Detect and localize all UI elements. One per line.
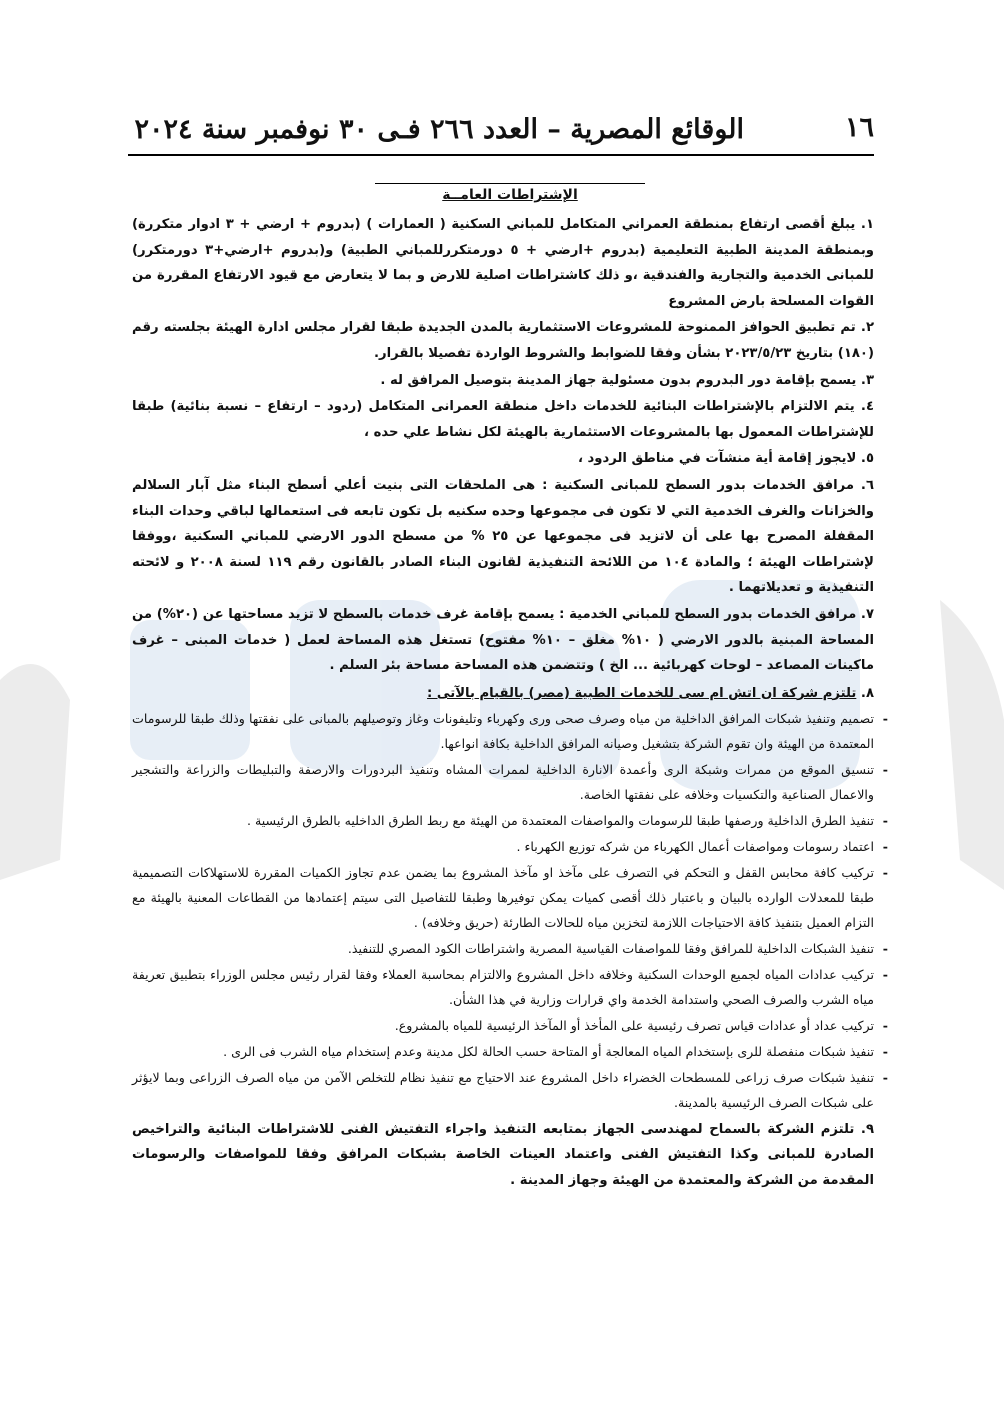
dash-icon: - (882, 966, 888, 982)
dash-icon: - (882, 761, 888, 777)
dash-icon: - (882, 710, 888, 726)
list-item: - تركيب كافة محابس القفل و التحكم في التصرف على مآخذ او مآخذ المشروع بما يضمن عدم تجاوز الكميات المقررة للاستهلاكات التصميمية طبقا للمعدلات الوارده بالبيان و باعتبار ذلك أقصى كميات يمكن توفيرها وطبقا للتفاصيل التى سيتم إعتمادها من القطاعات المعنية بالهيئة مع التزام العميل بتنفيذ كافة الاحتياجات اللازمة لتخزين مياه للحالات الطارئة (حريق وخلافه) . (132, 860, 874, 935)
document-body (132, 212, 888, 1194)
dash-icon: - (882, 1069, 888, 1085)
list-item: - تركيب عدادات المياه لجميع الوحدات السكنية وخلافه داخل المشروع والالتزام بمحاسبة العملاء وفقا لقرار رئيس مجلس الوزراء بتطبيق تعريفة مياه الشرب والصرف الصحي واستدامة الخدمة واي قرارات وزارية في هذا الشأن. (132, 962, 874, 1012)
dash-icon: - (882, 940, 888, 956)
list-item: - تنفيذ الطرق الداخلية ورصفها طبقا للرسومات والمواصفات المعتمدة من الهيئة مع ربط الطرق الداخليه بالطرق الرئيسية . (132, 808, 874, 833)
clause-8-heading (132, 681, 874, 706)
dash-icon: - (882, 1043, 888, 1059)
dash-icon: - (882, 812, 888, 828)
clause-2: ٢. تم تطبيق الحوافز الممنوحة للمشروعات الاستثمارية بالمدن الجديدة طبقا لقرار مجلس ادارة الهيئة بجلسته رقم (١٨٠) بتاريخ ٢٠٢٣/٥/٢٣ بشأن وفقا للضوابط والشروط الواردة تفصيلا بالقرار. (132, 320, 874, 361)
list-item: - تركيب عداد أو عدادات قياس تصرف رئيسية على المأخذ أو المآخذ الرئيسية للمياه بالمشروع. (132, 1013, 874, 1038)
clause-8-title: تلتزم شركة ان اتش ام سى للخدمات الطبية (مصر) بالقيام بالآتى : (427, 685, 857, 701)
clause-4: ٤. يتم الالتزام بالإشتراطات البنائية للخدمات داخل منطقة العمرانى المتكامل (ردود – ارتفاع – نسبة بنائية) طبقا للإشتراطات المعمول بها بالمشروعات الاستثمارية بالهيئة لكل نشاط علي حده ، (132, 399, 874, 440)
dash-icon: - (882, 864, 888, 880)
list-item: - تنفيذ شبكات صرف زراعى للمسطحات الخضراء داخل المشروع عند الاحتياج مع تنفيذ نظام للتخلص الآمن من مياه الصرف الزراعى وبما لايؤثر على شبكات الصرف الرئيسية بالمدينة. (132, 1065, 874, 1115)
clause-9: ٩. تلتزم الشركة بالسماح لمهندسى الجهاز بمتابعه التنفيذ واجراء التفتيش الفنى للاشتراطات البنائية والتراخيص الصادرة للمبانى وكذا التفتيش الفنى واعتماد العينات الخاصة بشبكات المرافق وفقا للمواصفات والرسومات المقدمة من الشركة والمعتمدة من الهيئة وجهاز المدينة . (132, 1121, 874, 1188)
clause-8-number: ٨. (860, 685, 874, 701)
list-item: - اعتماد رسومات ومواصفات أعمال الكهرباء من شركه توزيع الكهرباء . (132, 834, 874, 859)
page-header (128, 112, 874, 156)
clause-5: ٥. لايجوز إقامة أية منشآت في مناطق الردود ، (577, 451, 874, 467)
gazette-title: الوقائع المصرية – العدد ٢٦٦ فـى ٣٠ نوفمبر سنة ٢٠٢٤ (134, 114, 744, 145)
section-title: الإشتراطات العامــة (442, 187, 578, 203)
page-number: ١٦ (844, 112, 874, 143)
list-item: - تنفيذ شبكات منفصلة للرى بإستخدام المياه المعالجة أو المتاحة حسب الحالة لكل مدينة وعدم إستخدام مياه الشرب فى الرى . (132, 1039, 874, 1064)
list-item: - تنسيق الموقع من ممرات وشبكة الرى وأعمدة الانارة الداخلية لممرات المشاه وتنفيذ البردورات والارصفة والتبليطات والزراعة والتشجير والاعمال الصناعية والتكسيات وخلافه على نفقتها الخاصة. (132, 757, 874, 807)
section-rule (375, 183, 645, 184)
clause-3: ٣. يسمح بإقامة دور البدروم بدون مسئولية جهاز المدينة بتوصيل المرافق له . (380, 372, 874, 388)
dash-icon: - (882, 838, 888, 854)
clause-6: ٦. مرافق الخدمات بدور السطح للمبانى السكنية : هى الملحقات التى بنيت أعلي أسطح البناء مثل آبار السلالم والخزانات والغرف الخدمية التي لا تكون فى مجموعها وحده سكنيه بل تكون تابعه فى استعمالها لباقي وحدات البناء المقفلة المصرح بها على أن لاتزيد فى مجموعها عن ٢٥ % من مسطح الدور الارضي للمباني السكنية ،ووفقا لإشتراطات الهيئة ؛ والمادة ١٠٤ من اللائحة التنفيذية لقانون البناء الصادر بالقانون رقم ١١٩ لسنة ٢٠٠٨ و لائحته التنفيذية و تعديلاتهما . (132, 477, 874, 596)
dash-icon: - (882, 1017, 888, 1033)
clause-7: ٧. مرافق الخدمات بدور السطح للمباني الخدمية : يسمح بإقامة غرف خدمات بالسطح لا تزيد مساحتها عن (٢٠%) من المساحة المبنية بالدور الارضي ( ١٠% مغلق – ١٠% مفتوح) تستغل هذه المساحة لعمل ( خدمات المبنى – غرف ماكينات المصاعد – لوحات كهربائية ... الخ ) وتتضمن هذه المساحة مساحة بئر السلم . (132, 606, 874, 674)
list-item: - تصميم وتنفيذ شبكات المرافق الداخلية من مياه وصرف صحى ورى وكهرباء وتليفونات وغاز وتوصيلهم بالمبانى على نفقتها وذلك طبقا للرسومات المعتمدة من الهيئة وان تقوم الشركة بتشغيل وصيانه المرافق الداخلية بكافة انواعها. (132, 706, 874, 756)
clause-1: ١. يبلغ أقصى ارتفاع بمنطقة العمراني المتكامل للمباني السكنية ( العمارات ) (بدروم + ارضي + ٣ ادوار متكررة) وبمنطقة المدينة الطبية التعليمية (بدروم +ارضي + ٥ دورمتكررللمباني الطبية) و(بدروم +ارضي+٣ دورمتكرر) للمبانى الخدمية والتجارية والفندقية ،و ذلك كاشتراطات اصلية للارض و بما لا يتعارض مع قيود الارتفاع المقررة من القوات المسلحة بارض المشروع (132, 217, 875, 309)
list-item: - تنفيذ الشبكات الداخلية للمرافق وفقا للمواصفات القياسية المصرية واشتراطات الكود المصري للتنفيذ. (132, 936, 874, 961)
